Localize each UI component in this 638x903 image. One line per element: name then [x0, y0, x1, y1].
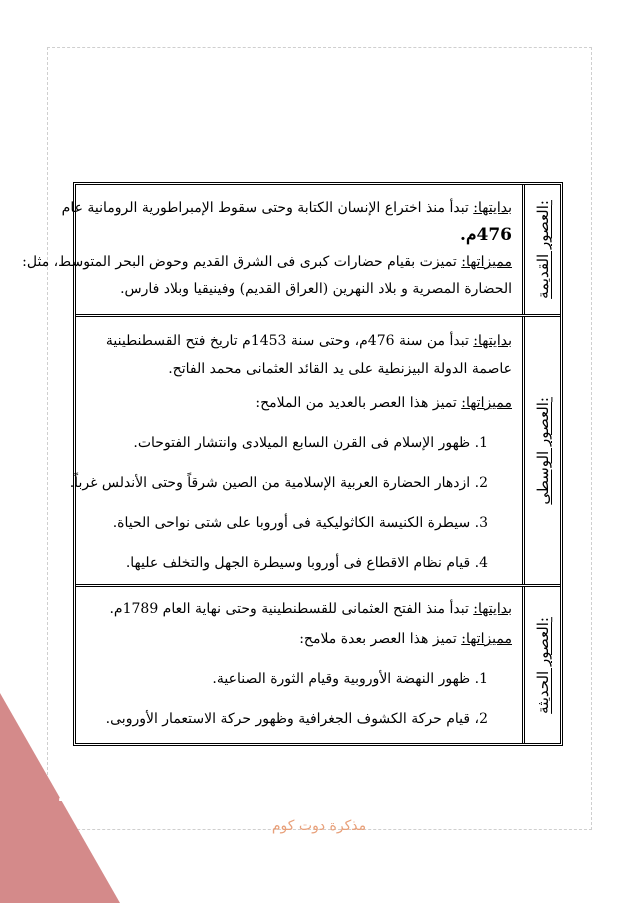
features-line [84, 625, 512, 653]
start-label: بدايتها: [473, 333, 512, 349]
features-label: مميزاتها: [461, 631, 512, 647]
features-text: تميز هذا العصر بالعديد من الملامح: [255, 395, 462, 411]
era-row-ancient [22, 185, 560, 317]
page-number: 4 [58, 783, 74, 811]
start-line [61, 195, 512, 222]
start-line [84, 595, 512, 623]
era-label-ancient: العصور القديمة: [533, 200, 552, 299]
era-content-middle [69, 317, 522, 584]
list-item: 2، قيام حركة الكشوف الجغرافية وظهور حركة الاستعمار الأوروبى. [105, 711, 488, 727]
list-item: 3. سيطرة الكنيسة الكاثوليكية فى أوروبا على شتى نواحى الحياة. [112, 515, 488, 531]
features-label: مميزاتها: [461, 395, 512, 411]
features-text: تميز هذا العصر بعدة ملامح: [299, 631, 462, 647]
features-line [22, 249, 512, 276]
start-label: بدايتها: [473, 601, 512, 617]
start-label: بدايتها: [473, 200, 512, 216]
start-text: تبدأ منذ الفتح العثمانى للقسطنطينية وحتى نهاية العام 1789م. [109, 601, 474, 617]
features-line [84, 389, 512, 417]
features-label: مميزاتها: [461, 254, 512, 270]
features-text: تميزت بقيام حضارات كبرى فى الشرق القديم وحوض البحر المتوسط، مثل: [22, 254, 462, 270]
era-label-cell [522, 587, 560, 743]
end-year: 476م. [460, 225, 512, 245]
era-label-cell [522, 317, 560, 584]
start-line [84, 327, 512, 355]
era-label-modern: العصور الحديثة: [533, 616, 552, 714]
eras-table [22, 182, 563, 746]
list-item: 1. ظهور النهضة الأوروبية وقيام الثورة الصناعية. [212, 671, 488, 687]
watermark-text: مذكرة دوت كوم [271, 818, 367, 834]
start-text-2: عاصمة الدولة البيزنطية على يد القائد العثمانى محمد الفاتح. [168, 361, 512, 377]
list-item: 4. قيام نظام الاقطاع فى أوروبا وسيطرة الجهل والتخلف عليها. [125, 555, 488, 571]
era-row-modern [76, 587, 560, 743]
start-text: تبدأ من سنة 476م، وحتى سنة 1453م تاريخ فتح القسطنطينية [105, 333, 474, 349]
list-item: 1. ظهور الإسلام فى القرن السابع الميلادى وانتشار الفتوحات. [133, 435, 488, 451]
era-content-ancient [22, 185, 522, 314]
era-label-cell [522, 185, 560, 314]
start-text: تبدأ منذ اختراع الإنسان الكتابة وحتى سقوط الإمبراطورية الرومانية عام [61, 200, 474, 216]
era-label-middle: العصور الوسطى: [533, 396, 552, 505]
era-content-modern [76, 587, 522, 743]
era-row-middle [69, 317, 560, 587]
list-item: 2. ازدهار الحضارة العربية الإسلامية من الصين شرقاً وحتى الأندلس غرباً. [69, 475, 488, 491]
features-text-2: الحضارة المصرية و بلاد النهرين (العراق القديم) وفينيقيا وبلاد فارس. [120, 281, 512, 297]
